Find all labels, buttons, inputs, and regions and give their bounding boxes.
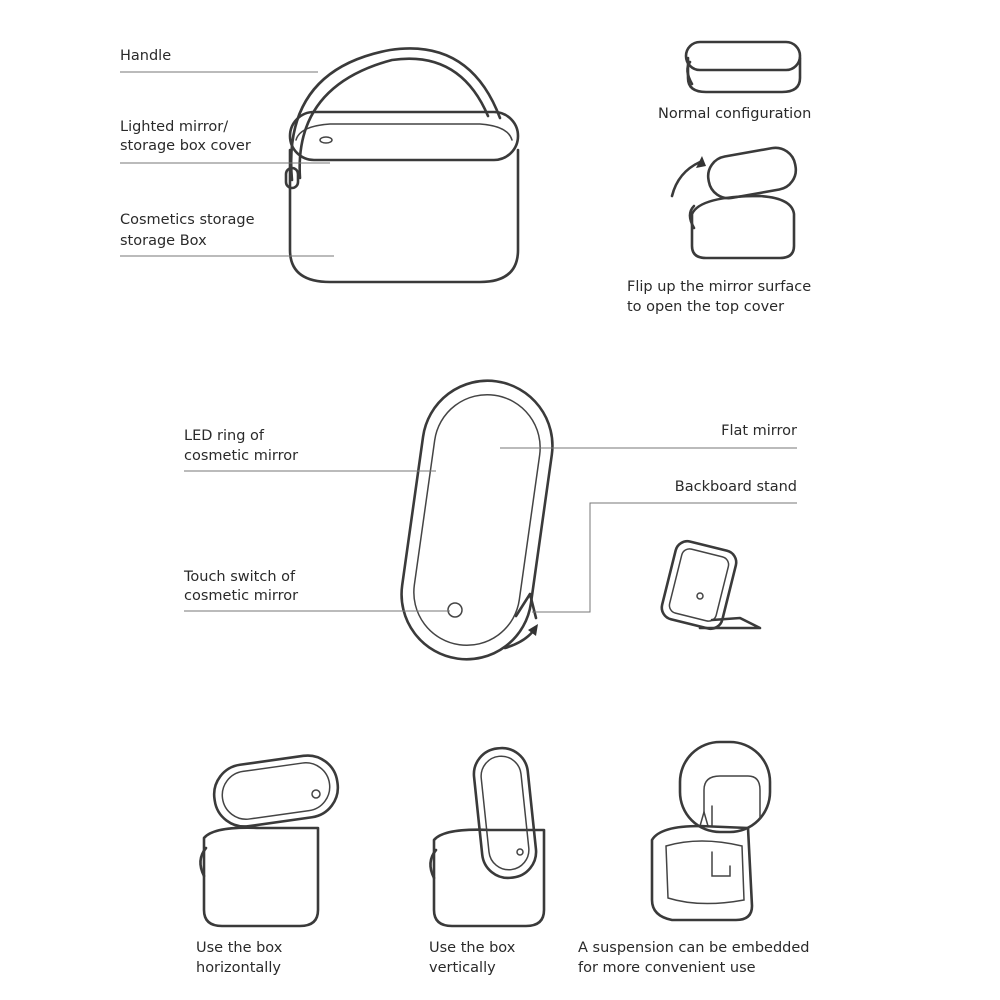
label-vert-line1: Use the box	[429, 940, 516, 956]
label-flat-mirror: Flat mirror	[721, 423, 797, 439]
label-led-line2: cosmetic mirror	[184, 448, 299, 464]
label-cover-line1: Lighted mirror/	[120, 119, 229, 135]
suspension-drawing	[652, 742, 770, 920]
label-flip-line2: to open the top cover	[627, 299, 785, 315]
lid-button-icon	[320, 137, 332, 143]
storage-box-body	[290, 150, 518, 282]
label-vert-line2: vertically	[429, 960, 496, 976]
label-storage-line1: Cosmetics storage	[120, 212, 255, 228]
touch-switch-icon	[448, 603, 462, 617]
label-normal: Normal configuration	[658, 106, 812, 122]
led-ring	[407, 388, 547, 652]
mirror-frame	[393, 372, 561, 667]
flip-config-drawing	[672, 145, 799, 258]
mirror-drawing	[393, 372, 561, 667]
label-touch-line2: cosmetic mirror	[184, 588, 299, 604]
vertical-use-drawing	[430, 746, 544, 926]
label-backboard: Backboard stand	[674, 479, 797, 495]
horizontal-use-drawing	[200, 752, 341, 926]
label-storage-line2: storage Box	[120, 233, 207, 249]
main-box-drawing	[286, 48, 518, 282]
label-horiz-line1: Use the box	[196, 940, 283, 956]
label-suspension-line1: A suspension can be embedded	[578, 940, 810, 956]
label-flip-line1: Flip up the mirror surface	[627, 279, 812, 295]
label-horiz-line2: horizontally	[196, 960, 281, 976]
box-lid	[290, 112, 518, 160]
label-handle: Handle	[120, 48, 172, 64]
label-cover-line2: storage box cover	[120, 138, 251, 154]
label-suspension-line2: for more convenient use	[578, 960, 756, 976]
small-mirror-drawing	[659, 539, 760, 632]
label-touch-line1: Touch switch of	[184, 569, 296, 585]
normal-config-drawing	[686, 42, 800, 92]
label-led-line1: LED ring of	[184, 428, 264, 444]
